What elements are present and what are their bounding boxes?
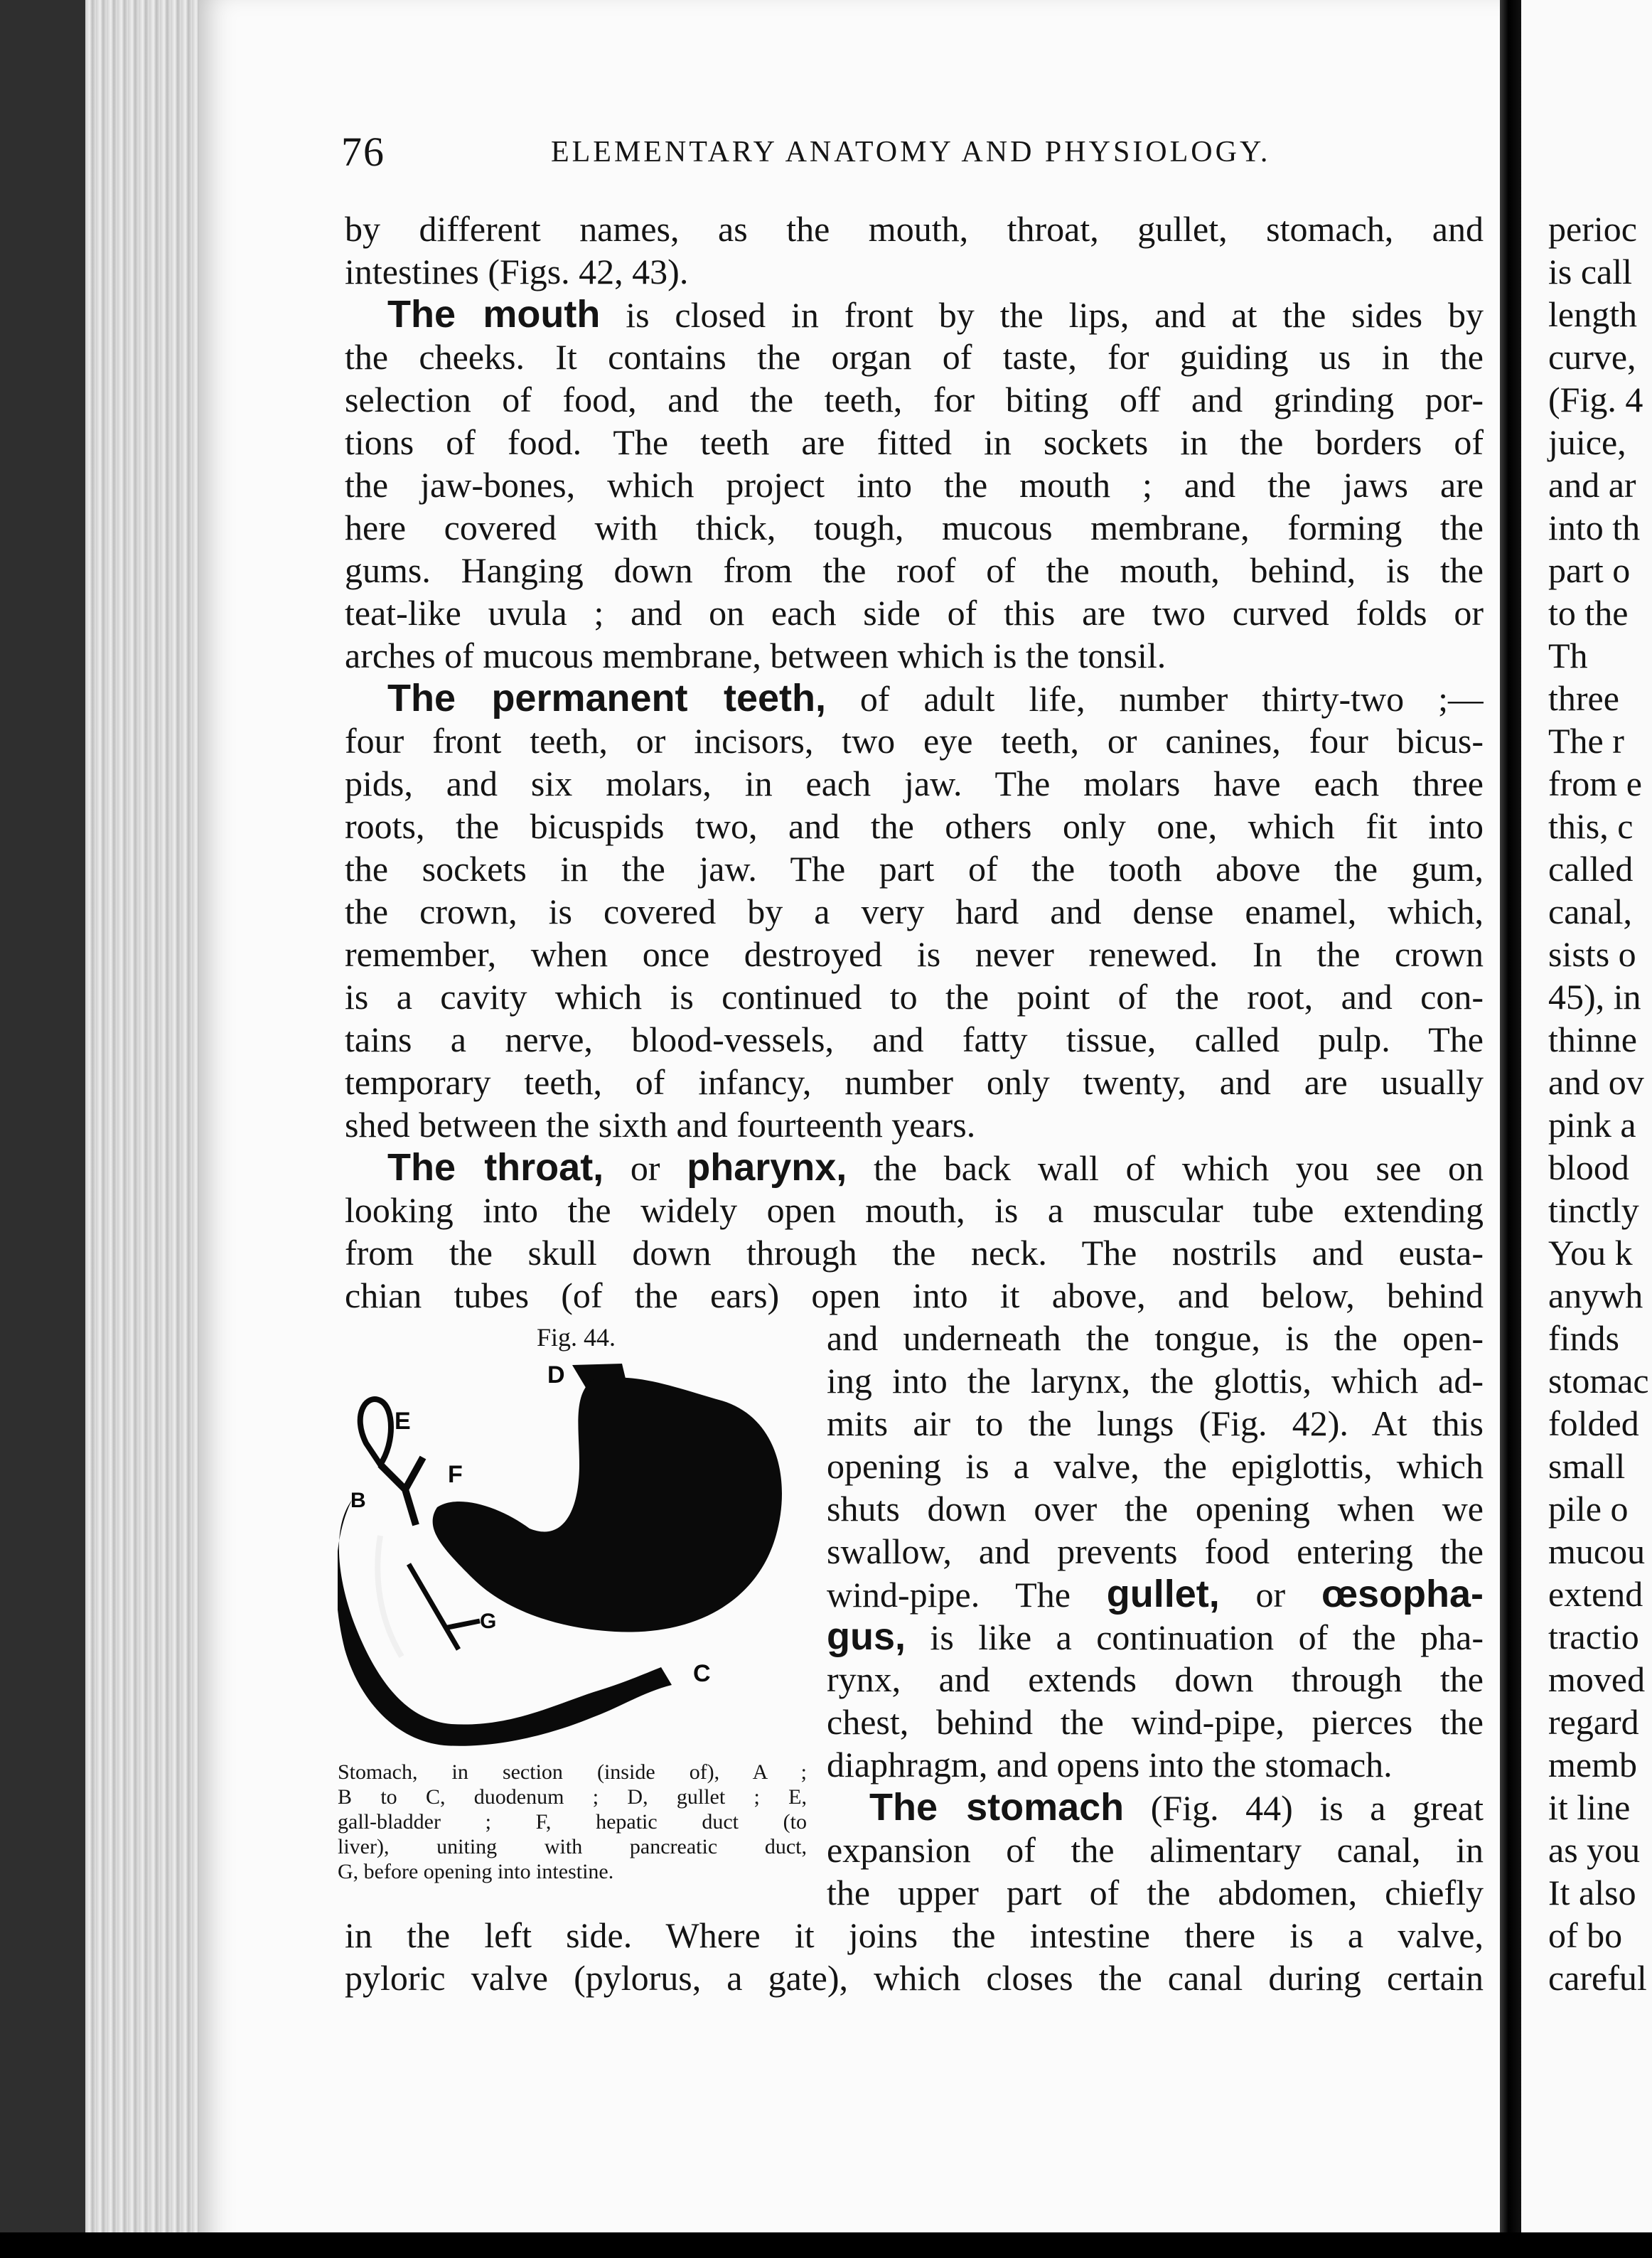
text-line: is a cavity which is continued to the point of the root, and con- [345, 977, 1484, 1017]
text-line: rynx, and extends down through the [827, 1659, 1484, 1699]
text-line: gums. Hanging down from the roof of the mouth, behind, is the [345, 550, 1484, 590]
text-line: shuts down over the opening when we [827, 1489, 1484, 1529]
next-page-fragment: regard [1548, 1702, 1639, 1742]
scanner-edge-bottom [0, 2232, 1652, 2258]
next-page-fragment: pink a [1548, 1105, 1636, 1145]
section-heading-gullet: gullet, [1106, 1573, 1220, 1615]
gall-bladder-shape [360, 1399, 391, 1465]
text-line: from the skull down through the neck. The nostrils and eusta- [345, 1233, 1484, 1273]
caption-line: B to C, duodenum ; D, gullet ; E, [338, 1785, 807, 1809]
caption-line: G, before opening into intestine. [338, 1860, 614, 1883]
page-number: 76 [341, 129, 385, 175]
text-line: tions of food. The teeth are fitted in sockets in the borders of [345, 422, 1484, 462]
scanner-edge-left [0, 0, 85, 2258]
text-line: diaphragm, and opens into the stomach. [827, 1745, 1393, 1785]
next-page-text [1521, 208, 1649, 1999]
next-page-fragment: and ar [1548, 465, 1636, 505]
next-page-fragment: to the [1548, 593, 1629, 633]
next-page-fragment: tinctly [1548, 1190, 1639, 1230]
running-head [341, 128, 1486, 178]
next-page-fragment: from e [1548, 764, 1642, 803]
text-line: arches of mucous membrane, between which is the tonsil. [345, 636, 1166, 675]
section-heading-stomach: The stomach [869, 1786, 1125, 1829]
next-page-fragment: blood [1548, 1147, 1629, 1187]
text-line: the sockets in the jaw. The part of the tooth above the gum, [345, 849, 1484, 889]
next-page-fragment: 45), in [1548, 977, 1641, 1017]
next-page-fragment: it line [1548, 1787, 1631, 1827]
text-line: expansion of the alimentary canal, in [827, 1830, 1484, 1870]
next-page-fragment: length [1548, 294, 1637, 334]
text-line: chian tubes (of the ears) open into it above, and below, behind [345, 1275, 1484, 1315]
caption-line: gall-bladder ; F, hepatic duct (to [338, 1810, 807, 1834]
next-page-fragment: and ov [1548, 1062, 1644, 1102]
text-line: intestines (Figs. 42, 43). [345, 252, 689, 291]
text-line: by different names, as the mouth, throat, gullet, stomach, and [345, 209, 1484, 249]
next-page-fragment: pile o [1548, 1489, 1629, 1529]
next-page-fragment: is call [1548, 252, 1633, 291]
duodenum-highlight [377, 1536, 402, 1657]
next-page-fragment: part o [1548, 550, 1631, 590]
next-page-fragment: finds [1548, 1318, 1619, 1358]
next-page-fragment: of bo [1548, 1915, 1623, 1955]
section-heading-oesophagus: œsopha- [1321, 1573, 1484, 1615]
section-heading-throat: The throat, [387, 1146, 604, 1189]
book-gutter [1500, 0, 1521, 2258]
hepatic-duct-shape [380, 1457, 423, 1525]
next-page-fragment: The r [1548, 721, 1624, 761]
text-line: and underneath the tongue, is the open- [827, 1318, 1484, 1358]
caption-line: liver), uniting with pancreatic duct, [338, 1835, 807, 1858]
section-heading-pharynx: pharynx, [687, 1146, 847, 1189]
text-line: pids, and six molars, in each jaw. The molars have each three [345, 764, 1484, 803]
next-page-fragment: mucou [1548, 1531, 1646, 1571]
text-line: The permanent teeth, of adult life, number thirty-two ;— [387, 677, 1484, 719]
text-line: the upper part of the abdomen, chiefly [827, 1873, 1484, 1912]
next-page-fragment: careful [1548, 1958, 1647, 1998]
text-line: selection of food, and the teeth, for biting off and grinding por- [345, 380, 1484, 419]
text-line: gus, is like a continuation of the pha- [827, 1615, 1484, 1658]
text-line: teat-like uvula ; and on each side of this are two curved folds or [345, 593, 1484, 633]
next-page-fragment: sists o [1548, 934, 1636, 974]
next-page-fragment: juice, [1548, 422, 1626, 462]
next-page-fragment: small [1548, 1446, 1626, 1486]
next-page-fragment: canal, [1548, 892, 1632, 931]
text-line: swallow, and prevents food entering the [827, 1531, 1484, 1571]
figure-44 [338, 1322, 807, 1891]
next-page-fragment: You k [1548, 1233, 1633, 1273]
next-page-fragment: called [1548, 849, 1634, 889]
next-page-fragment: extend [1548, 1574, 1643, 1614]
text-line: the jaw-bones, which project into the mouth ; and the jaws are [345, 465, 1484, 505]
next-page-fragment: stomac [1548, 1361, 1649, 1401]
section-heading-teeth: The permanent teeth, [387, 677, 826, 719]
figure-letter-b: B [350, 1489, 366, 1512]
text-line: remember, when once destroyed is never renewed. In the crown [345, 934, 1484, 974]
text-line: shed between the sixth and fourteenth years. [345, 1105, 976, 1145]
text-line: mits air to the lungs (Fig. 42). At this [827, 1403, 1484, 1443]
next-page-fragment: It also [1548, 1873, 1636, 1912]
text-line: four front teeth, or incisors, two eye teeth, or canines, four bicus- [345, 721, 1484, 761]
text-line: chest, behind the wind-pipe, pierces the [827, 1702, 1484, 1742]
text-line: tains a nerve, blood-vessels, and fatty tissue, called pulp. The [345, 1020, 1484, 1059]
text-line: ing into the larynx, the glottis, which ad- [827, 1361, 1484, 1401]
figure-caption [338, 1760, 807, 1884]
next-page-fragment: this, c [1548, 806, 1634, 846]
next-page-fragment: (Fig. 4 [1548, 380, 1643, 419]
text-line: opening is a valve, the epiglottis, which [827, 1446, 1484, 1486]
next-page-fragment: thinne [1548, 1020, 1637, 1059]
next-page-fragment: into th [1548, 508, 1641, 547]
text-line: pyloric valve (pylorus, a gate), which closes the canal during certain [345, 1958, 1484, 1998]
text-line: in the left side. Where it joins the intestine there is a valve, [345, 1915, 1484, 1955]
next-page-fragment: anywh [1548, 1275, 1643, 1315]
next-page-fragment: moved [1548, 1659, 1646, 1699]
next-page-fragment: curve, [1548, 337, 1636, 377]
text-line: The stomach (Fig. 44) is a great [869, 1786, 1484, 1829]
figure-label: Fig. 44. [537, 1323, 616, 1352]
book-page-edges [85, 0, 199, 2258]
next-page-fragment: three [1548, 678, 1619, 718]
figure-letter-e: E [395, 1408, 411, 1435]
next-page-fragment: tractio [1548, 1617, 1639, 1657]
stomach-body [433, 1377, 782, 1632]
next-page-fragment: as you [1548, 1830, 1641, 1870]
figure-letter-c: C [693, 1660, 711, 1687]
text-line: the cheeks. It contains the organ of taste, for guiding us in the [345, 337, 1484, 377]
next-page-fragment: Th [1548, 636, 1588, 675]
next-page-fragment: folded [1548, 1403, 1639, 1443]
pancreatic-duct-shape [409, 1564, 480, 1649]
text-line: looking into the widely open mouth, is a muscular tube extending [345, 1190, 1484, 1230]
next-page-fragment: memb [1548, 1745, 1637, 1785]
text-line: The throat, or pharynx, the back wall of which you see on [387, 1146, 1484, 1189]
caption-line: Stomach, in section (inside of), A ; [338, 1760, 807, 1784]
next-page-fragment: perioc [1548, 209, 1637, 249]
figure-letter-f: F [448, 1461, 463, 1488]
next-page-edge [1521, 0, 1652, 2258]
text-line: the crown, is covered by a very hard and dense enamel, which, [345, 892, 1484, 931]
figure-letter-d: D [547, 1361, 565, 1388]
text-line: here covered with thick, tough, mucous membrane, forming the [345, 508, 1484, 547]
text-line: roots, the bicuspids two, and the others only one, which fit into [345, 806, 1484, 846]
text-line: wind-pipe. The gullet, or œsopha- [827, 1573, 1484, 1615]
section-heading-mouth: The mouth [387, 293, 601, 336]
book-title: ELEMENTARY ANATOMY AND PHYSIOLOGY. [551, 136, 1271, 168]
stomach-illustration [338, 1351, 807, 1756]
text-line: The mouth is closed in front by the lips, and at the sides by [387, 293, 1484, 336]
text-line: temporary teeth, of infancy, number only twenty, and are usually [345, 1062, 1484, 1102]
figure-letter-g: G [480, 1610, 497, 1633]
